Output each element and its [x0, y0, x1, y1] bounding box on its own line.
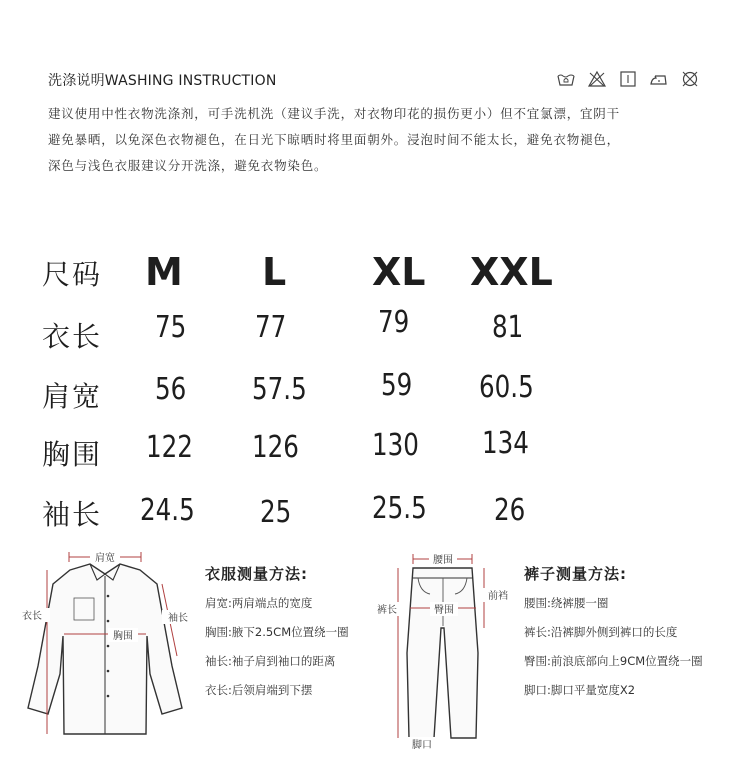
table-cell: 56: [155, 372, 187, 407]
iron-icon: [649, 70, 669, 88]
row-label-chest: 胸围: [42, 438, 103, 471]
washing-line: 建议使用中性衣物洗涤剂，可手洗机洗（建议手洗，对衣物印花的损伤更小）但不宜氯漂，宜阴干: [48, 106, 620, 121]
table-cell: 57.5: [252, 372, 307, 407]
size-header-label: 尺码: [42, 258, 103, 291]
row-label-length: 衣长: [42, 320, 103, 353]
sleeve-label: 袖长: [168, 613, 188, 624]
pants-measure-line: 裤长:沿裤脚外侧到裤口的长度: [524, 625, 678, 639]
table-cell: 81: [492, 310, 524, 345]
table-cell: 75: [155, 310, 187, 345]
shirt-measure-line: 胸围:腋下2.5CM位置绕一圈: [205, 625, 349, 639]
pants-length-label: 裤长: [377, 605, 397, 616]
table-cell: 26: [494, 493, 526, 528]
chest-label: 胸围: [113, 631, 133, 642]
row-label-sleeve: 袖长: [42, 498, 103, 531]
shirt-measure-line: 肩宽:两肩端点的宽度: [205, 596, 313, 610]
table-cell: 130: [372, 428, 419, 463]
hip-label: 臀围: [434, 605, 454, 616]
shirt-measure-line: 衣长:后领肩端到下摆: [205, 683, 313, 697]
washing-line: 避免暴晒，以免深色衣物褪色，在日光下晾晒时将里面朝外。浸泡时间不能太长，避免衣物褪色，: [48, 132, 620, 147]
shoulder-label: 肩宽: [95, 553, 115, 564]
table-cell: 122: [146, 430, 193, 465]
table-cell: 134: [482, 426, 529, 461]
washing-title: 洗涤说明WASHING INSTRUCTION: [48, 73, 277, 89]
hem-label: 脚口: [412, 740, 432, 751]
table-cell: 24.5: [140, 493, 195, 528]
table-cell: 25: [260, 495, 292, 530]
table-cell: 25.5: [372, 491, 427, 526]
pants-measure-line: 腰围:绕裤腰一圈: [524, 596, 609, 610]
row-label-shoulder: 肩宽: [42, 380, 103, 413]
table-cell: 59: [381, 368, 413, 403]
shirt-measure-title: 衣服测量方法:: [205, 565, 308, 583]
size-m: M: [145, 250, 183, 294]
washing-line: 深色与浅色衣服建议分开洗涤，避免衣物染色。: [48, 158, 328, 173]
table-cell: 126: [252, 430, 299, 465]
tumble-dry-icon: [618, 70, 638, 88]
size-table: [42, 250, 602, 540]
length-label: 衣长: [22, 611, 42, 622]
care-icons: [556, 70, 700, 88]
pants-measure-line: 臀围:前浪底部向上9CM位置绕一圈: [524, 654, 703, 668]
no-dry-clean-icon: [680, 70, 700, 88]
table-cell: 60.5: [479, 370, 534, 405]
hand-wash-icon: [556, 70, 576, 88]
no-bleach-icon: [587, 70, 607, 88]
washing-instructions: [48, 101, 708, 179]
shirt-measure-line: 袖长:袖子肩到袖口的距离: [205, 654, 336, 668]
table-cell: 79: [378, 305, 410, 340]
size-xxl: XXL: [470, 250, 553, 294]
pants-measure-title: 裤子测量方法:: [524, 565, 627, 583]
shirt-diagram: [12, 546, 197, 751]
pants-diagram: [368, 548, 518, 753]
size-xl: XL: [372, 250, 426, 294]
rise-label: 前裆: [488, 591, 508, 602]
size-l: L: [262, 250, 287, 294]
waist-label: 腰围: [433, 555, 453, 566]
table-cell: 77: [255, 310, 287, 345]
pants-measure-line: 脚口:脚口平量宽度X2: [524, 683, 636, 697]
